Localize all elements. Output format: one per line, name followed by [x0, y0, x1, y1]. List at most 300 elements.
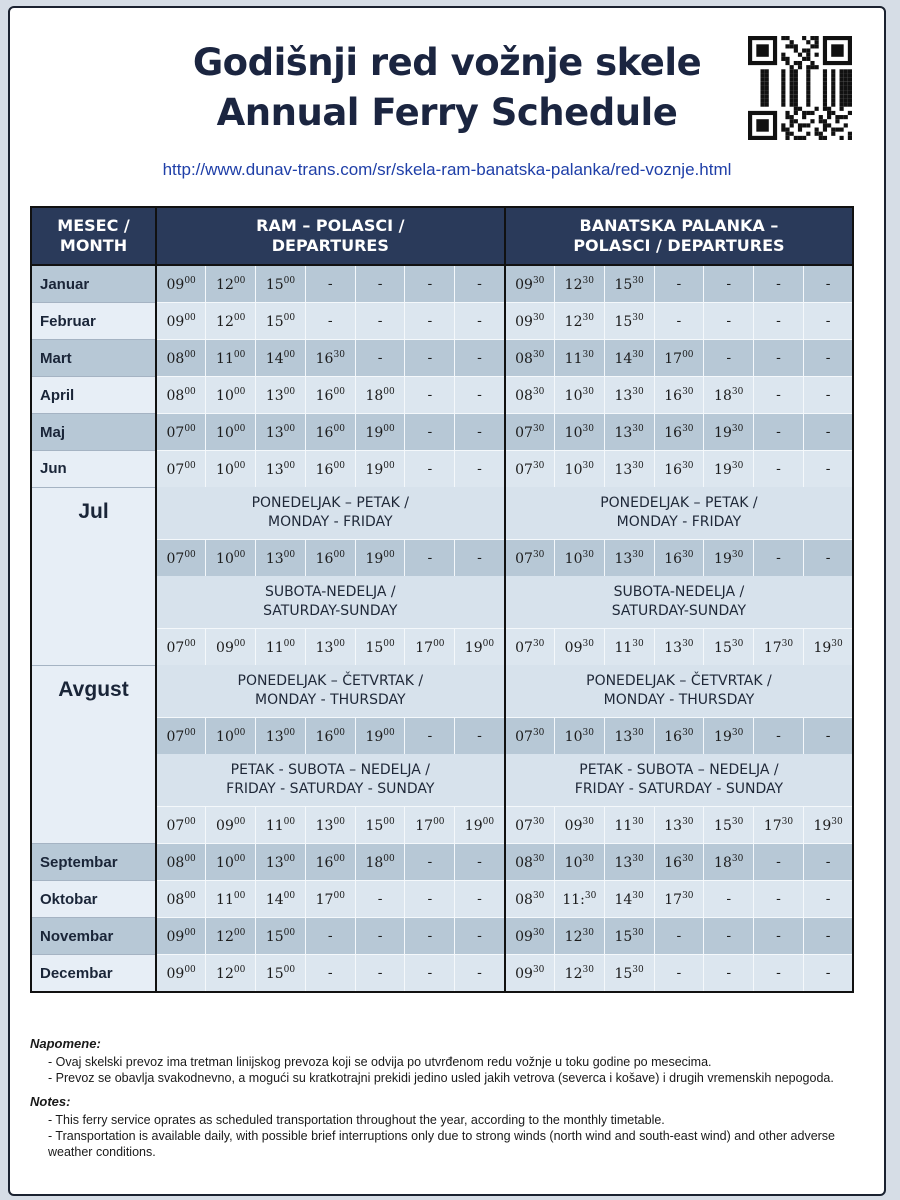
time-minutes: 30	[682, 638, 694, 649]
time-minutes: 30	[582, 816, 594, 827]
header-bp-departures	[505, 207, 854, 265]
time-hours: 10	[564, 424, 583, 441]
time-hours: 19	[714, 424, 732, 441]
time-minutes: 00	[433, 816, 445, 827]
time-hours: 18	[714, 854, 732, 871]
time-minutes: 30	[682, 460, 694, 471]
time-hours: 09	[216, 639, 234, 656]
ram-departure-time	[355, 807, 405, 844]
time-minutes: 30	[582, 275, 594, 286]
time-hours: 09	[166, 928, 185, 945]
time-minutes: 30	[632, 275, 644, 286]
time-hours: 12	[216, 928, 234, 945]
time-hours: 11	[216, 891, 234, 908]
bp-departure-time	[604, 844, 654, 881]
time-hours: 15	[614, 313, 633, 330]
time-hours: 19	[365, 728, 384, 745]
bp-departure-time	[554, 955, 604, 993]
bp-departure-time	[604, 414, 654, 451]
time-minutes: 00	[233, 275, 246, 286]
time-hours: 19	[365, 461, 384, 478]
schedule-url[interactable]: http://www.dunav-trans.com/sr/skela-ram-banatska-palanka/red-voznje.html	[162, 160, 732, 179]
ram-departure-time: -	[405, 377, 455, 414]
ram-departure-time: -	[405, 844, 455, 881]
qr-code-icon	[748, 36, 852, 140]
time-hours: 13	[265, 728, 284, 745]
time-minutes: 30	[582, 423, 594, 434]
day-range-label-bp	[505, 576, 854, 629]
ram-departure-time	[455, 807, 505, 844]
month-oktobar: Oktobar	[31, 881, 156, 918]
month-novembar: Novembar	[31, 918, 156, 955]
bp-departure-time: -	[704, 303, 754, 340]
time-minutes: 30	[632, 927, 644, 938]
time-minutes: 00	[383, 423, 395, 434]
bp-departure-time	[554, 881, 604, 918]
ram-departure-time	[355, 451, 405, 488]
ram-departure-time	[206, 265, 256, 303]
ram-departure-time: -	[355, 303, 405, 340]
day-range-line2: MONDAY - THURSDAY	[603, 692, 755, 708]
time-hours: 18	[714, 387, 732, 404]
time-minutes: 30	[532, 423, 545, 434]
time-minutes: 00	[283, 386, 296, 397]
time-minutes: 30	[731, 423, 744, 434]
time-hours: 17	[315, 891, 334, 908]
time-minutes: 00	[233, 890, 246, 901]
schedule-row	[31, 955, 853, 993]
bp-departure-time	[554, 807, 604, 844]
schedule-row	[31, 377, 853, 414]
day-range-label-ram	[156, 754, 505, 807]
ram-departure-time	[256, 540, 306, 577]
time-minutes: 30	[632, 349, 644, 360]
time-minutes: 00	[233, 423, 246, 434]
time-hours: 07	[166, 728, 185, 745]
time-minutes: 30	[632, 853, 644, 864]
time-minutes: 00	[333, 386, 345, 397]
ram-departure-time	[156, 340, 206, 377]
time-hours: 12	[216, 965, 234, 982]
day-range-line1: PONEDELJAK – ČETVRTAK /	[586, 673, 772, 689]
bp-departure-time	[554, 844, 604, 881]
ram-departure-time: -	[355, 340, 405, 377]
time-minutes: 00	[283, 349, 296, 360]
bp-departure-time	[654, 629, 704, 666]
time-hours: 07	[515, 728, 533, 745]
time-minutes: 30	[682, 549, 694, 560]
bp-departure-time: -	[654, 955, 704, 993]
time-minutes: 30	[582, 853, 594, 864]
time-hours: 10	[564, 387, 583, 404]
bp-departure-time: -	[754, 340, 804, 377]
bp-departure-time: -	[754, 265, 804, 303]
bp-departure-time	[505, 540, 555, 577]
time-hours: 13	[315, 639, 334, 656]
ram-departure-time	[206, 807, 256, 844]
bp-departure-time	[505, 807, 555, 844]
note-item: - Transportation is available daily, with possible brief interruptions only due to strong winds (north wind and south-east wind) and other adverse weather conditions.	[48, 1128, 870, 1160]
time-hours: 12	[564, 276, 583, 293]
time-hours: 10	[564, 461, 583, 478]
time-minutes: 30	[532, 927, 545, 938]
day-range-line2: MONDAY - FRIDAY	[616, 514, 742, 530]
time-hours: 15	[365, 639, 384, 656]
time-hours: 16	[664, 550, 683, 567]
time-hours: 07	[515, 424, 533, 441]
bp-departure-time	[505, 451, 555, 488]
schedule-table	[30, 206, 854, 993]
bp-departure-time	[604, 807, 654, 844]
header-month-line2: MONTH	[59, 236, 128, 255]
ram-departure-time	[206, 377, 256, 414]
bp-departure-time	[754, 629, 804, 666]
time-hours: 07	[166, 550, 185, 567]
bp-departure-time: -	[754, 844, 804, 881]
ram-departure-time	[206, 955, 256, 993]
time-hours: 11	[216, 350, 234, 367]
bp-departure-time	[505, 955, 555, 993]
bp-departure-time: -	[803, 918, 853, 955]
bp-departure-time: -	[803, 718, 853, 755]
time-hours: 16	[315, 387, 334, 404]
time-hours: 19	[464, 817, 483, 834]
time-minutes: 00	[383, 549, 395, 560]
time-hours: 13	[664, 817, 683, 834]
time-hours: 18	[365, 854, 384, 871]
time-minutes: 30	[582, 638, 594, 649]
bp-departure-time	[505, 414, 555, 451]
time-minutes: 00	[283, 638, 296, 649]
day-range-row	[31, 487, 853, 540]
bp-departure-time: -	[803, 955, 853, 993]
ram-departure-time	[256, 265, 306, 303]
ram-departure-time	[206, 629, 256, 666]
ram-departure-time: -	[405, 414, 455, 451]
bp-departure-time	[654, 807, 704, 844]
time-hours: 11	[564, 350, 583, 367]
time-hours: 10	[564, 728, 583, 745]
bp-departure-time: -	[803, 451, 853, 488]
time-minutes: 00	[283, 727, 296, 738]
time-minutes: 30	[582, 927, 594, 938]
ram-departure-time	[206, 844, 256, 881]
time-hours: 13	[614, 550, 633, 567]
bp-departure-time: -	[754, 377, 804, 414]
time-minutes: 00	[184, 816, 196, 827]
bp-departure-time	[604, 718, 654, 755]
time-hours: 08	[515, 387, 533, 404]
time-hours: 08	[166, 854, 185, 871]
ram-departure-time	[405, 629, 455, 666]
time-hours: 19	[813, 817, 832, 834]
ram-departure-time: -	[355, 918, 405, 955]
bp-departure-time: -	[803, 844, 853, 881]
bp-departure-time	[554, 718, 604, 755]
time-minutes: 30	[831, 816, 843, 827]
time-minutes: 30	[532, 549, 545, 560]
ram-departure-time	[206, 303, 256, 340]
time-minutes: 00	[233, 853, 246, 864]
ram-departure-time: -	[305, 918, 355, 955]
time-minutes: 00	[184, 349, 196, 360]
ram-departure-time: -	[455, 451, 505, 488]
ram-departure-time	[206, 340, 256, 377]
ram-departure-time: -	[405, 955, 455, 993]
time-minutes: 00	[184, 386, 196, 397]
time-hours: 09	[564, 639, 583, 656]
time-minutes: 00	[383, 816, 395, 827]
time-hours: 15	[265, 965, 284, 982]
time-hours: 15	[714, 639, 732, 656]
time-hours: 13	[614, 461, 633, 478]
ram-departure-time: -	[405, 451, 455, 488]
time-minutes: 30	[532, 460, 545, 471]
ram-departure-time	[256, 340, 306, 377]
time-minutes: 30	[632, 890, 644, 901]
bp-departure-time	[654, 414, 704, 451]
time-hours: 09	[515, 965, 533, 982]
time-minutes: 30	[731, 853, 744, 864]
bp-departure-time: -	[754, 718, 804, 755]
time-hours: 16	[315, 550, 334, 567]
time-hours: 08	[166, 891, 185, 908]
time-minutes: 00	[383, 638, 395, 649]
month-mart: Mart	[31, 340, 156, 377]
bp-departure-time	[604, 918, 654, 955]
time-minutes: 00	[233, 816, 246, 827]
time-minutes: 00	[283, 549, 296, 560]
time-minutes: 30	[532, 275, 545, 286]
ram-departure-time: -	[455, 844, 505, 881]
schedule-row	[31, 340, 853, 377]
time-minutes: 30	[731, 638, 744, 649]
time-minutes: 00	[184, 549, 196, 560]
time-hours: 16	[315, 350, 334, 367]
day-range-line1: PONEDELJAK – PETAK /	[600, 495, 758, 511]
time-hours: 10	[564, 854, 583, 871]
header-ram-departures	[156, 207, 505, 265]
time-minutes: 00	[333, 638, 345, 649]
bp-departure-time	[505, 718, 555, 755]
time-minutes: 30	[731, 816, 744, 827]
time-hours: 13	[614, 854, 633, 871]
notes-list	[30, 1112, 870, 1160]
time-hours: 13	[265, 387, 284, 404]
bp-departure-time: -	[803, 881, 853, 918]
bp-departure-time	[604, 881, 654, 918]
time-minutes: 00	[433, 638, 445, 649]
ram-departure-time	[355, 377, 405, 414]
time-hours: 11	[614, 639, 633, 656]
ram-departure-time	[156, 451, 206, 488]
ram-departure-time: -	[405, 918, 455, 955]
time-minutes: 00	[383, 460, 395, 471]
bp-departure-time	[654, 540, 704, 577]
bp-departure-time	[554, 340, 604, 377]
time-hours: 08	[515, 854, 533, 871]
ram-departure-time: -	[405, 540, 455, 577]
time-minutes: 00	[333, 460, 345, 471]
ram-departure-time	[355, 414, 405, 451]
bp-departure-time: -	[704, 265, 754, 303]
time-minutes: 30	[632, 549, 644, 560]
time-hours: 09	[515, 313, 533, 330]
time-hours: 15	[265, 276, 284, 293]
time-hours: 14	[265, 350, 284, 367]
time-hours: 14	[614, 350, 633, 367]
ram-departure-time: -	[455, 265, 505, 303]
time-hours: 15	[265, 313, 284, 330]
ram-departure-time: -	[455, 340, 505, 377]
time-minutes: 30	[731, 386, 744, 397]
schedule-row	[31, 265, 853, 303]
bp-departure-time	[554, 451, 604, 488]
time-hours: 16	[664, 461, 683, 478]
ram-departure-time	[206, 918, 256, 955]
bp-departure-time	[654, 718, 704, 755]
time-hours: 19	[813, 639, 832, 656]
day-range-label-ram	[156, 665, 505, 718]
bp-departure-time	[654, 377, 704, 414]
time-hours: 09	[166, 276, 185, 293]
time-hours: 13	[614, 728, 633, 745]
ram-departure-time: -	[455, 540, 505, 577]
header-month	[31, 207, 156, 265]
time-hours: 07	[166, 424, 185, 441]
time-minutes: 30	[731, 549, 744, 560]
month-jun: Jun	[31, 451, 156, 488]
ram-departure-time	[156, 265, 206, 303]
time-hours: 09	[515, 276, 533, 293]
time-hours: 07	[515, 550, 533, 567]
day-range-line1: PETAK - SUBOTA – NEDELJA /	[579, 762, 779, 778]
header-month-line1: MESEC /	[57, 216, 130, 235]
bp-departure-time	[803, 629, 853, 666]
time-hours: 16	[664, 854, 683, 871]
time-minutes: 30	[582, 964, 594, 975]
ram-departure-time	[156, 918, 206, 955]
time-minutes: 30	[731, 727, 744, 738]
bp-departure-time	[604, 303, 654, 340]
ram-departure-time	[256, 918, 306, 955]
note-item: - This ferry service oprates as scheduled transportation throughout the year, according to the monthly timetable.	[48, 1112, 870, 1128]
ram-departure-time	[256, 955, 306, 993]
ram-departure-time: -	[405, 881, 455, 918]
ram-departure-time	[305, 414, 355, 451]
bp-departure-time	[604, 451, 654, 488]
header-ram-line2: DEPARTURES	[271, 236, 389, 255]
bp-departure-time	[704, 718, 754, 755]
month-jul: Jul	[31, 487, 156, 665]
time-minutes: 30	[682, 890, 694, 901]
bp-departure-time	[604, 377, 654, 414]
time-minutes: 30	[582, 549, 594, 560]
time-minutes: 00	[233, 549, 246, 560]
time-hours: 12	[564, 965, 583, 982]
header-ram-line1: RAM – POLASCI /	[256, 216, 405, 235]
time-minutes: 30	[532, 386, 545, 397]
time-minutes: 00	[333, 853, 345, 864]
time-hours: 10	[216, 461, 234, 478]
ram-departure-time	[305, 540, 355, 577]
schedule-row	[31, 451, 853, 488]
month-april: April	[31, 377, 156, 414]
time-minutes: 30	[532, 349, 545, 360]
ram-departure-time: -	[455, 881, 505, 918]
time-minutes: 00	[283, 816, 296, 827]
time-hours: 16	[315, 424, 334, 441]
bp-departure-time: -	[754, 540, 804, 577]
ram-departure-time	[305, 881, 355, 918]
bp-departure-time	[554, 303, 604, 340]
time-hours: 17	[664, 891, 683, 908]
napomena-item: - Ovaj skelski prevoz ima tretman linijskog prevoza koji se odvija po utvrđenom redu vožnje u toku godine po mesecima.	[48, 1054, 870, 1070]
time-minutes: 00	[333, 549, 345, 560]
bp-departure-time: -	[654, 918, 704, 955]
bp-departure-time	[604, 955, 654, 993]
time-hours: 13	[664, 639, 683, 656]
time-minutes: 00	[283, 964, 296, 975]
ram-departure-time	[355, 629, 405, 666]
bp-departure-time	[704, 844, 754, 881]
ram-departure-time	[355, 540, 405, 577]
time-minutes: 30	[632, 386, 644, 397]
bp-departure-time	[704, 377, 754, 414]
day-range-line2: SATURDAY-SUNDAY	[263, 603, 398, 619]
time-minutes: 00	[184, 275, 196, 286]
time-hours: 14	[614, 891, 633, 908]
bp-departure-time	[505, 265, 555, 303]
day-range-line1: PETAK - SUBOTA – NEDELJA /	[230, 762, 430, 778]
ram-departure-time: -	[405, 718, 455, 755]
napomene-title: Napomene:	[30, 1036, 101, 1051]
time-hours: 10	[216, 728, 234, 745]
bp-departure-time: -	[704, 340, 754, 377]
schedule-row	[31, 918, 853, 955]
bp-departure-time	[554, 540, 604, 577]
time-minutes: 30	[532, 312, 545, 323]
ram-departure-time	[156, 540, 206, 577]
ram-departure-time: -	[405, 265, 455, 303]
bp-departure-time	[554, 918, 604, 955]
bp-departure-time: -	[754, 303, 804, 340]
ram-departure-time: -	[455, 918, 505, 955]
ram-departure-time	[305, 377, 355, 414]
bp-departure-time	[554, 414, 604, 451]
time-hours: 11	[265, 817, 284, 834]
day-range-line2: FRIDAY - SATURDAY - SUNDAY	[574, 781, 784, 797]
time-hours: 15	[265, 928, 284, 945]
ram-departure-time	[156, 303, 206, 340]
ram-departure-time	[156, 955, 206, 993]
day-range-line1: PONEDELJAK – PETAK /	[251, 495, 410, 511]
time-minutes: 30	[582, 386, 594, 397]
time-minutes: 30	[532, 964, 545, 975]
napomene-list	[30, 1054, 870, 1086]
ram-departure-time	[156, 414, 206, 451]
title-english: Annual Ferry Schedule	[216, 91, 678, 134]
time-minutes: 30	[682, 816, 694, 827]
ram-departure-time	[256, 629, 306, 666]
napomena-item: - Prevoz se obavlja svakodnevno, a mogući su kratkotrajni prekidi jedino usled jakih vetrova (severca i košave) i drugih vremenskih nepogoda.	[48, 1070, 870, 1086]
time-minutes: 30	[632, 460, 644, 471]
notes-section	[30, 1032, 870, 1168]
time-hours: 07	[515, 639, 533, 656]
time-minutes: 30	[682, 386, 694, 397]
month-avgust: Avgust	[31, 665, 156, 844]
time-hours: 09	[564, 817, 583, 834]
